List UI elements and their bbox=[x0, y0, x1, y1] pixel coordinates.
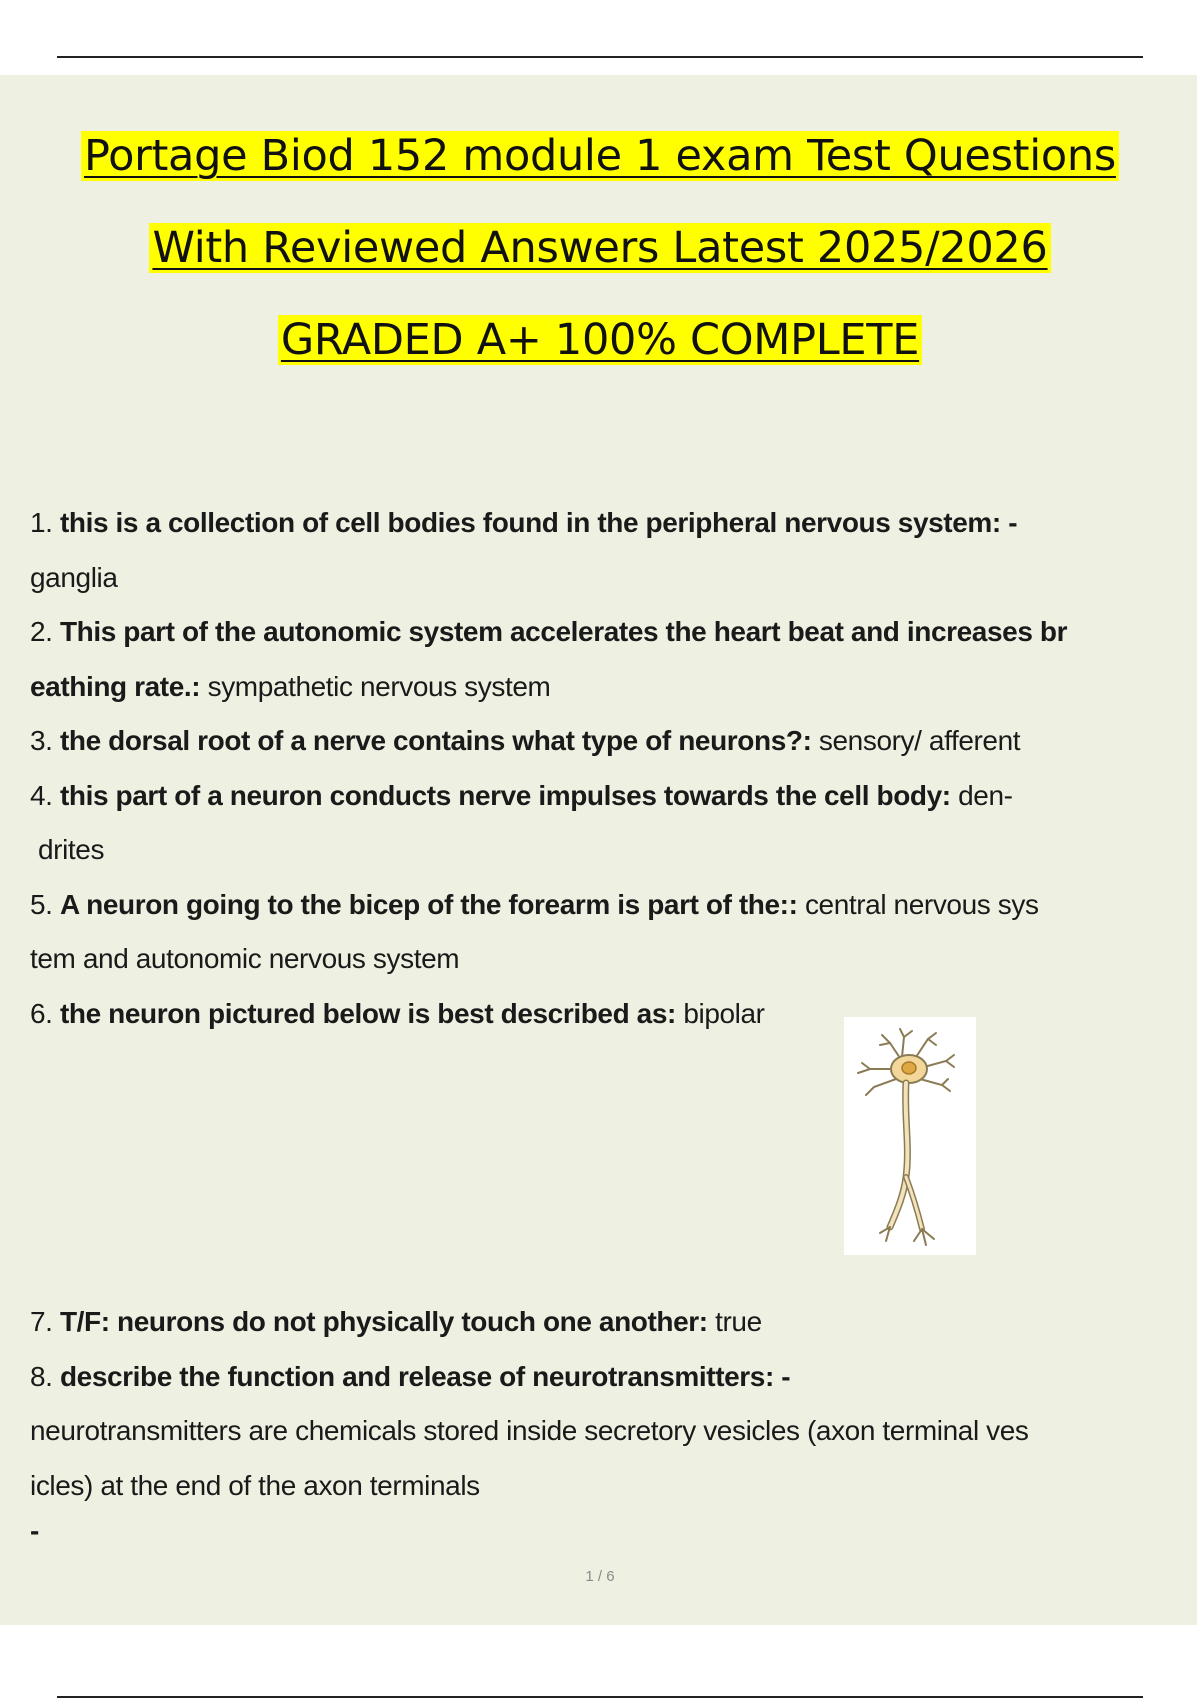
title-line-3: GRADED A+ 100% COMPLETE bbox=[0, 294, 1200, 386]
answer-text: den- bbox=[958, 779, 1013, 811]
item-number: 4. bbox=[30, 779, 53, 811]
question-text: the dorsal root of a nerve contains what type of neurons?: bbox=[59, 725, 812, 756]
answer-text: central nervous sys bbox=[804, 888, 1039, 920]
question-item-7 bbox=[30, 1295, 1180, 1350]
item-number: 8. bbox=[30, 1360, 53, 1392]
trailing-dash: - bbox=[30, 1515, 40, 1546]
nucleus bbox=[902, 1062, 916, 1074]
item-number: 6. bbox=[30, 997, 53, 1029]
page-indicator: 1 / 6 bbox=[585, 1568, 615, 1585]
answer-text: neurotransmitters are chemicals stored inside secretory vesicles (axon terminal ves bbox=[30, 1415, 1029, 1446]
bottom-rule bbox=[57, 1696, 1143, 1698]
question-item-3 bbox=[30, 714, 1180, 769]
question-item-4 bbox=[30, 769, 1180, 878]
question-item-2 bbox=[30, 605, 1180, 714]
question-list bbox=[30, 496, 1180, 1513]
title-line-1: Portage Biod 152 module 1 exam Test Questions bbox=[0, 110, 1200, 202]
item-number: 5. bbox=[30, 888, 53, 920]
question-text: T/F: neurons do not physically touch one another: bbox=[59, 1306, 708, 1337]
question-item-8 bbox=[30, 1350, 1180, 1514]
question-item-6 bbox=[30, 987, 1180, 1296]
answer-text: bipolar bbox=[683, 997, 765, 1029]
question-item-1 bbox=[30, 496, 1180, 605]
item-number: 7. bbox=[30, 1306, 53, 1337]
answer-text-continued: tem and autonomic nervous system bbox=[30, 943, 460, 974]
answer-text-continued: icles) at the end of the axon terminals bbox=[30, 1469, 480, 1501]
neuron-icon bbox=[844, 1017, 976, 1255]
top-rule bbox=[57, 56, 1143, 58]
bipolar-neuron-figure bbox=[844, 1017, 976, 1255]
question-text-continued: eathing rate.: bbox=[30, 670, 201, 702]
item-number: 2. bbox=[30, 616, 53, 647]
question-text: this is a collection of cell bodies found in the peripheral nervous system: - bbox=[59, 507, 1018, 538]
title-line-2: With Reviewed Answers Latest 2025/2026 bbox=[0, 202, 1200, 294]
answer-text: true bbox=[715, 1306, 762, 1337]
item-number: 3. bbox=[30, 725, 53, 756]
question-text: the neuron pictured below is best described as: bbox=[59, 997, 676, 1029]
answer-text: sensory/ afferent bbox=[818, 725, 1021, 756]
question-text: A neuron going to the bicep of the forearm is part of the:: bbox=[59, 888, 798, 920]
question-item-5 bbox=[30, 878, 1180, 987]
question-text: describe the function and release of neurotransmitters: - bbox=[59, 1360, 791, 1392]
answer-text: sympathetic nervous system bbox=[207, 670, 551, 702]
item-number: 1. bbox=[30, 507, 53, 538]
document-title bbox=[0, 110, 1200, 386]
answer-text: ganglia bbox=[30, 561, 118, 593]
question-text: This part of the autonomic system accelerates the heart beat and increases br bbox=[59, 616, 1068, 647]
question-text: this part of a neuron conducts nerve impulses towards the cell body: bbox=[59, 779, 951, 811]
answer-text-continued: drites bbox=[38, 834, 105, 865]
